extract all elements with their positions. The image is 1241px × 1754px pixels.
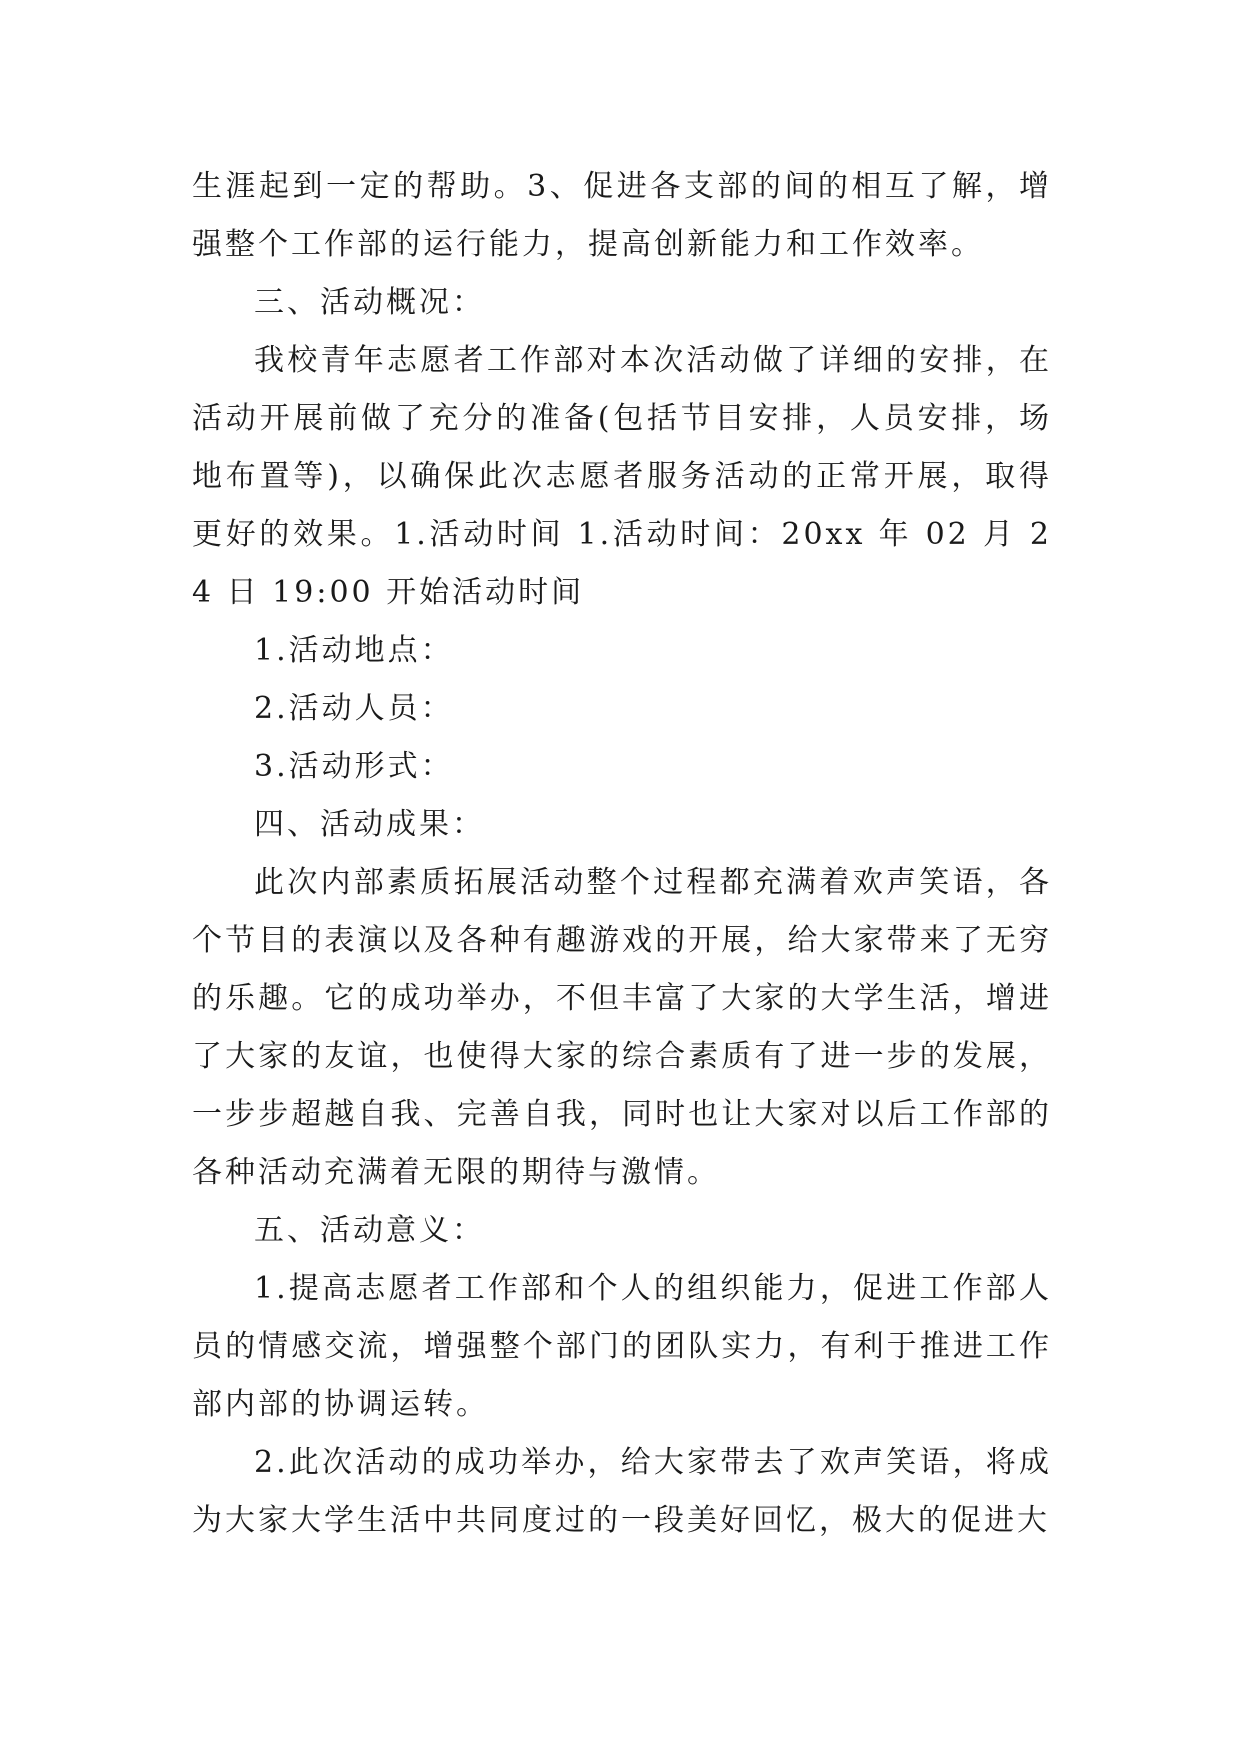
heading-section-4: 四、活动成果： xyxy=(254,807,485,842)
paragraph-results: 此次内部素质拓展活动整个过程都充满着欢声笑语，各个节目的表演以及各种有趣游戏的开展，给大家带来了无穷的乐趣。它的成功举办，不但丰富了大家的大学生活，增进了大家的友谊，也使得大家的综合素质有了进一步的发展，一步步超越自我、完善自我，同时也让大家对以后工作部的各种活动充满着无限的期待与激情。 xyxy=(192,865,1052,1190)
list-item-location: 1.活动地点： xyxy=(254,633,454,668)
list-item-format: 3.活动形式： xyxy=(254,749,454,784)
list-item-participants: 2.活动人员： xyxy=(254,691,454,726)
paragraph-overview: 我校青年志愿者工作部对本次活动做了详细的安排，在活动开展前做了充分的准备(包括节目安排，人员安排，场地布置等)，以确保此次志愿者服务活动的正常开展，取得更好的效果。1.活动时间 1.活动时间：20xx 年 02 月 24 日 19:00 开始活动时间 xyxy=(192,343,1052,610)
paragraph-significance-2: 2.此次活动的成功举办，给大家带去了欢声笑语，将成为大家大学生活中共同度过的一段美好回忆，极大的促进大 xyxy=(192,1445,1052,1538)
paragraph-significance-1: 1.提高志愿者工作部和个人的组织能力，促进工作部人员的情感交流，增强整个部门的团队实力，有利于推进工作部内部的协调运转。 xyxy=(192,1271,1052,1422)
heading-section-5: 五、活动意义： xyxy=(254,1213,485,1248)
document-body xyxy=(192,158,1052,1550)
paragraph-intro-continuation: 生涯起到一定的帮助。3、促进各支部的间的相互了解，增强整个工作部的运行能力，提高创新能力和工作效率。 xyxy=(192,169,1052,262)
heading-section-3: 三、活动概况： xyxy=(254,285,485,320)
